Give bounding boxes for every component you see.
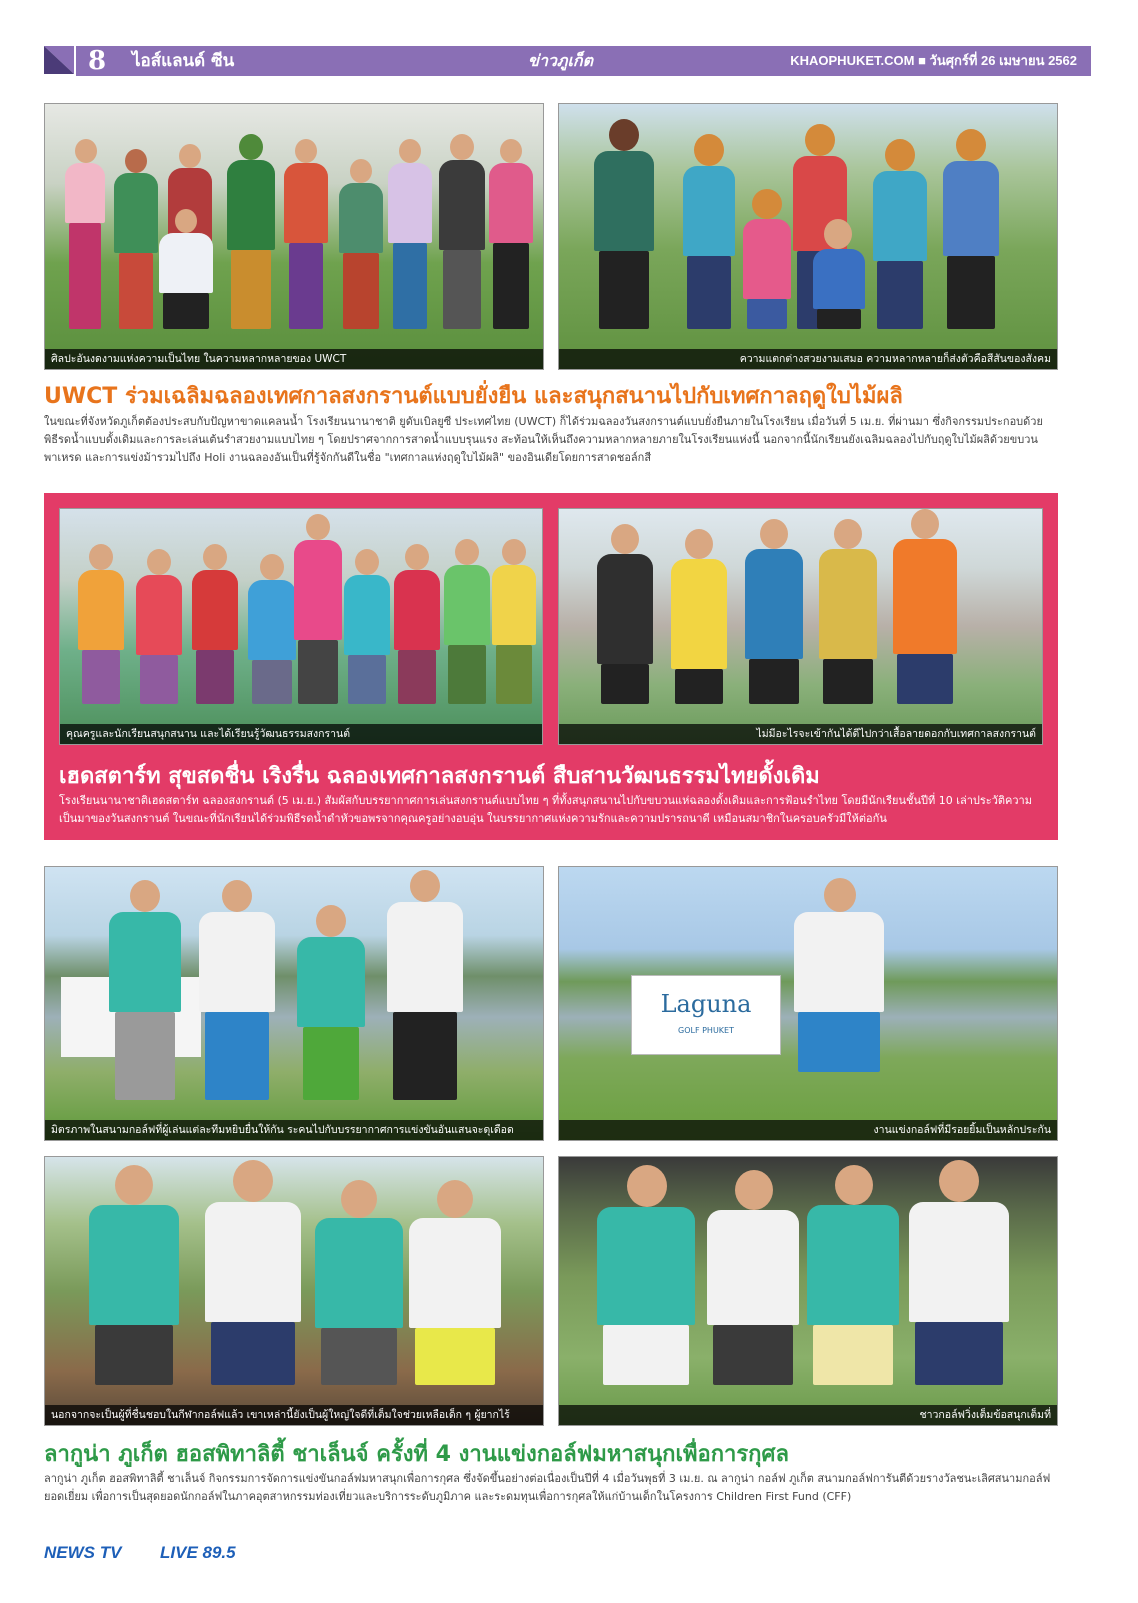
live-radio-logo: LIVE 89.5 bbox=[160, 1543, 236, 1562]
headline-headstart: เฮดสตาร์ท สุขสดชื่น เริงรื่น ฉลองเทศกาลสงกรานต์ สืบสานวัฒนธรรมไทยดั้งเดิม bbox=[59, 764, 820, 789]
photo-caption: ความแตกต่างสวยงามเสมอ ความหลากหลายก็ส่งตัวคือสีสันของสังคม bbox=[559, 349, 1057, 369]
section-title: ไอส์แลนด์ ซีน bbox=[132, 51, 235, 71]
photo-headstart-teachers bbox=[558, 508, 1043, 745]
site-and-date: KHAOPHUKET.COM ■ วันศุกร์ที่ 26 เมษายน 2562 bbox=[790, 53, 1077, 68]
laguna-golf-sign bbox=[631, 975, 781, 1055]
headline-uwct: UWCT ร่วมเฉลิมฉลองเทศกาลสงกรานต์แบบยั่งยืน และสนุกสนานไปกับเทศกาลฤดูใบไม้ผลิ bbox=[44, 384, 903, 409]
photo-golfers-lounge bbox=[44, 1156, 544, 1426]
news-tv-logo: NEWS TV bbox=[44, 1543, 122, 1562]
photo-caption: ไม่มีอะไรจะเข้ากันได้ดีไปกว่าเสื้อลายดอกกับเทศกาลสงกรานต์ bbox=[559, 724, 1042, 744]
photo-caption: นอกจากจะเป็นผู้ที่ชื่นชอบในกีฬากอล์ฟแล้ว เขาเหล่านี้ยังเป็นผู้ใหญ่ใจดีที่เต็มใจช่วยเหลือเด็ก ๆ ผู้ยากไร้ bbox=[45, 1405, 543, 1425]
photo-golfers-cheering bbox=[558, 1156, 1058, 1426]
headline-laguna: ลากูน่า ภูเก็ต ฮอสพิทาลิตี้ ชาเล็นจ์ ครั้งที่ 4 งานแข่งกอล์ฟมหาสนุกเพื่อการกุศล bbox=[44, 1442, 789, 1467]
article-body-headstart: โรงเรียนนานาชาติเฮดสตาร์ท ฉลองสงกรานต์ (5 เม.ย.) สัมผัสกับบรรยากาศการเล่นสงกรานต์แบบไทย ๆ ที่ทั้งสนุกสนานไปกับขบวนแห่ฉลองดั้งเดิมและการฟ้อนรำไทย โดยมีนักเรียนชั้นปีที่ 10 เล่าประวัติความเป็นมาของวันสงกรานต์ ในขณะที่นักเรียนได้ร่วมพิธีรดน้ำดำหัวขอพรจากคุณครูอย่างอบอุ่น ในบรรยากาศแห่งความรักและความปรารถนาดี เหมือนสมาชิกในครอบครัวมีให้ต่อกัน bbox=[59, 794, 1032, 825]
header-bar bbox=[76, 46, 1091, 76]
article-body-uwct: ในขณะที่จังหวัดภูเก็ตต้องประสบกับปัญหาขาดแคลนน้ำ โรงเรียนนานาชาติ ยูดับเบิลยูซี ประเทศไทย (UWCT) ก็ได้ร่วมฉลองวันสงกรานต์แบบยั่งยืนภายในโรงเรียน เมื่อวันที่ 5 เม.ย. ที่ผ่านมา ซึ่งกิจกรรมประกอบด้วย พิธีรดน้ำแบบดั้งเดิมและการละเล่นเต้นรำสวยงามแบบไทย ๆ โดยปราศจากการสาดน้ำแบบรุนแรง สะท้อนให้เห็นถึงความหลากหลายภายในโรงเรียนแห่งนี้ นอกจากนี้นักเรียนยังเฉลิมฉลองไปกับฤดูใบไม้ผลิด้วยขบวนพาเหรด และการแข่งม้ารวมไปถึง Holi งานฉลองอันเป็นที่รู้จักกันดีในชื่อ "เทศกาลแห่งฤดูใบไม้ผลิ" ของอินเดียโดยการสาดชอล์กสี bbox=[44, 415, 1043, 464]
photo-caption: มิตรภาพในสนามกอล์ฟที่ผู้เล่นแต่ละทีมหยิบยื่นให้กัน ระคนไปกับบรรยากาศการแข่งขันอันแสนจะดุเดือด bbox=[45, 1120, 543, 1140]
article-body-laguna: ลากูน่า ภูเก็ต ฮอสพิทาลิตี้ ชาเล็นจ์ กิจกรรมการจัดการแข่งขันกอล์ฟมหาสนุกเพื่อการกุศล ซึ่งจัดขึ้นอย่างต่อเนื่องเป็นปีที่ 4 เมื่อวันพุธที่ 3 เม.ย. ณ ลากูน่า กอล์ฟ ภูเก็ต สนามกอล์ฟการันตีด้วยรางวัลชนะเลิศสนามกอล์ฟยอดเยี่ยม เพื่อการเป็นสุดยอดนักกอล์ฟในภาคอุตสาหกรรมท่องเที่ยวและบริการระดับภูมิภาค และระดมทุนเพื่อการกุศลให้แก่บ้านเด็กในโครงการ Children First Fund (CFF) bbox=[44, 1472, 1051, 1503]
laguna-sign-text: Laguna bbox=[660, 990, 752, 1018]
photo-caption: งานแข่งกอล์ฟที่มีรอยยิ้มเป็นหลักประกัน bbox=[559, 1120, 1057, 1140]
page-number: 8 bbox=[88, 46, 107, 76]
laguna-sign-subtext: GOLF PHUKET bbox=[678, 1026, 734, 1035]
photo-uwct-costumes bbox=[44, 103, 544, 370]
newspaper-logo: ข่าวภูเก็ต bbox=[528, 51, 593, 70]
photo-caption: คุณครูและนักเรียนสนุกสนาน และได้เรียนรู้วัฒนธรรมสงกรานต์ bbox=[60, 724, 542, 744]
headstart-feature-box bbox=[44, 493, 1058, 840]
photo-caption: ชาวกอล์ฟวิ่งเต็มข้อสนุกเต็มที่ bbox=[559, 1405, 1057, 1425]
photo-caption: ศิลปะอันงดงามแห่งความเป็นไทย ในความหลากหลายของ UWCT bbox=[45, 349, 543, 369]
photo-golfers-lake bbox=[44, 866, 544, 1141]
photo-golfer-laguna-sign bbox=[558, 866, 1058, 1141]
page-corner-mark bbox=[44, 46, 74, 74]
photo-headstart-students bbox=[59, 508, 543, 745]
photo-uwct-animal-hats bbox=[558, 103, 1058, 370]
